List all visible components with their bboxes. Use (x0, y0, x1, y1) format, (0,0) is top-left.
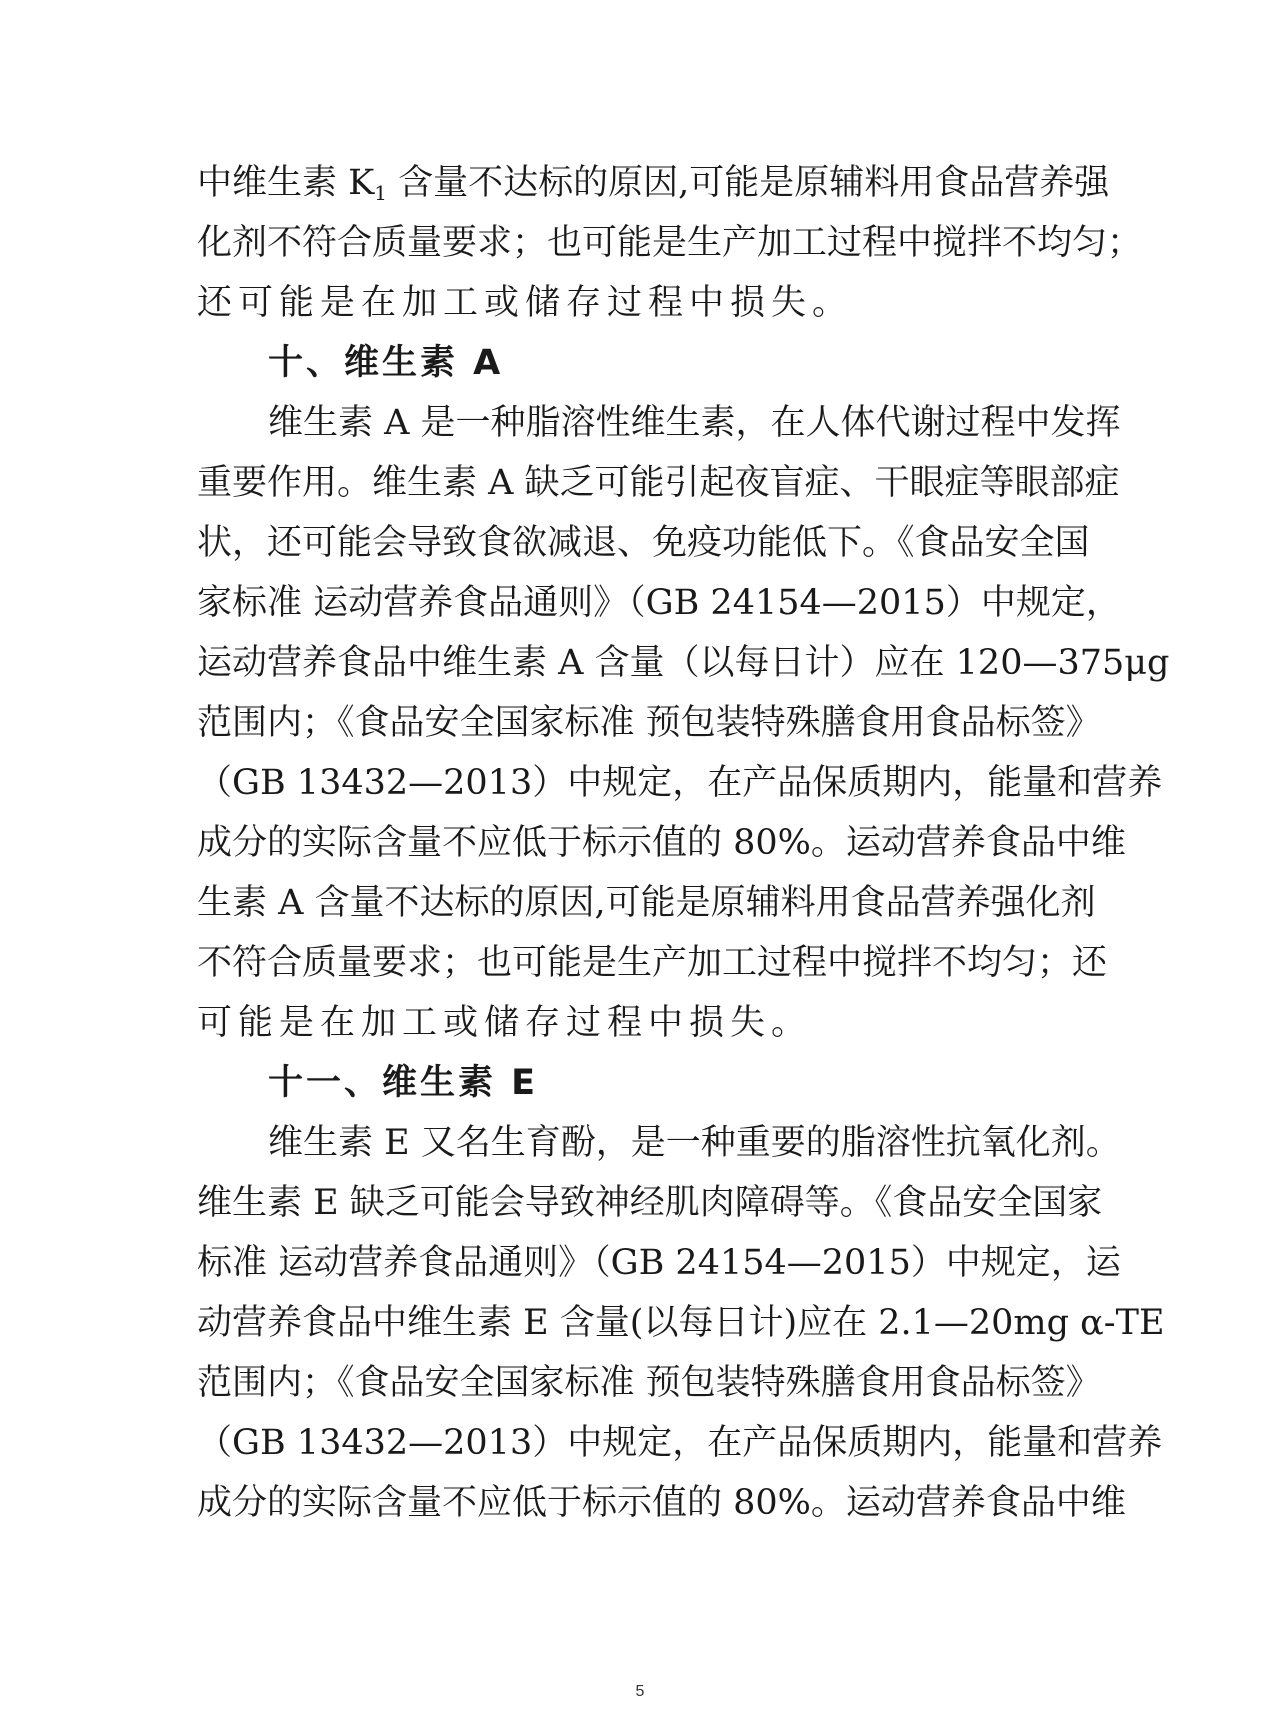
body-text-line: 重要作用。维生素 A 缺乏可能引起夜盲症、干眼症等眼部症 (197, 463, 1120, 503)
page-number: 5 (635, 1683, 645, 1700)
body-text-line: 生素 A 含量不达标的原因,可能是原辅料用食品营养强化剂 (197, 883, 1096, 923)
body-text-line: 标准 运动营养食品通则》（GB 24154—2015）中规定，运 (197, 1243, 1121, 1283)
body-text-line: 可能是在加工或储存过程中损失。 (197, 1003, 813, 1043)
subscript-text: 1 (374, 181, 388, 205)
body-text-line: 家标准 运动营养食品通则》（GB 24154—2015）中规定， (197, 583, 1121, 623)
body-text-line: 范围内；《食品安全国家标准 预包装特殊膳食用食品标签》 (197, 1363, 1101, 1403)
body-text-line: 运动营养食品中维生素 A 含量（以每日计）应在 120—375μg (197, 643, 1170, 683)
body-text-line: 成分的实际含量不应低于标示值的 80%。运动营养食品中维 (197, 823, 1126, 863)
body-text-line: 维生素 E 缺乏可能会导致神经肌肉障碍等。《食品安全国家 (197, 1183, 1103, 1223)
section-heading-vitamin-a: 十、维生素 A (268, 343, 504, 383)
body-text-line: 维生素 E 又名生育酚，是一种重要的脂溶性抗氧化剂。 (268, 1123, 1121, 1163)
body-text-line: 成分的实际含量不应低于标示值的 80%。运动营养食品中维 (197, 1483, 1126, 1523)
text-fragment: 含量不达标的原因,可能是原辅料用食品营养强 (387, 163, 1110, 203)
body-text-line: 状，还可能会导致食欲减退、免疫功能低下。《食品安全国 (197, 523, 1090, 563)
body-text-line: 还可能是在加工或储存过程中损失。 (197, 283, 854, 323)
body-text-line: 化剂不符合质量要求；也可能是生产加工过程中搅拌不均匀； (197, 223, 1143, 263)
body-text-line: 维生素 A 是一种脂溶性维生素，在人体代谢过程中发挥 (268, 403, 1121, 443)
text-fragment: 中维生素 K (197, 163, 375, 203)
section-heading-vitamin-e: 十一、维生素 E (268, 1063, 539, 1103)
body-text-line: 范围内；《食品安全国家标准 预包装特殊膳食用食品标签》 (197, 703, 1101, 743)
body-text-line: 动营养食品中维生素 E 含量(以每日计)应在 2.1—20mg α-TE (197, 1303, 1165, 1343)
body-text-line: （GB 13432—2013）中规定，在产品保质期内，能量和营养 (197, 1423, 1163, 1463)
body-text-line: （GB 13432—2013）中规定，在产品保质期内，能量和营养 (197, 763, 1163, 803)
body-text-line (197, 150, 1110, 216)
body-text-line: 不符合质量要求；也可能是生产加工过程中搅拌不均匀；还 (197, 943, 1108, 983)
